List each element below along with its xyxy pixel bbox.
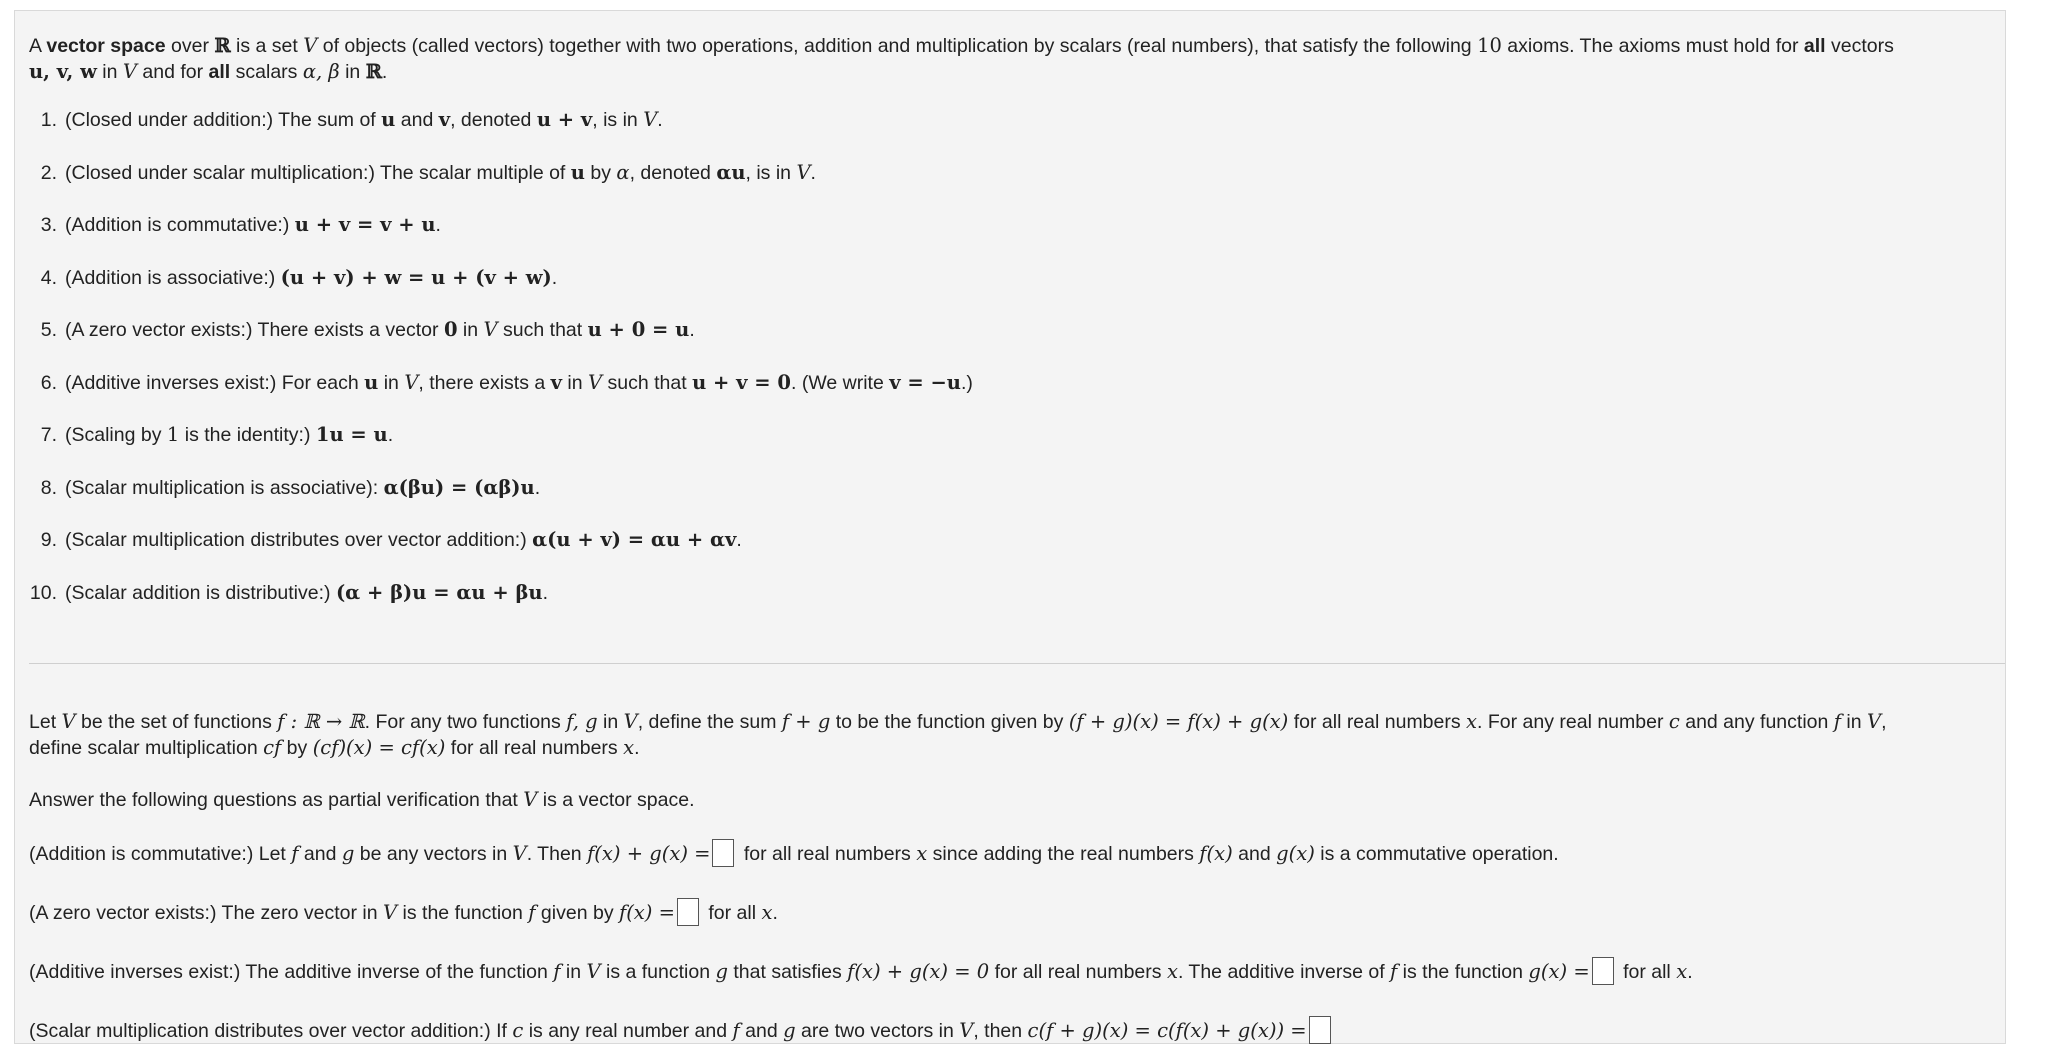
math: V <box>523 788 538 811</box>
axiom-number: 5. <box>40 319 57 341</box>
math: f(x) = <box>618 901 675 924</box>
math: g <box>783 1019 796 1042</box>
math: u + v = 0 <box>692 370 791 394</box>
text: be the set of functions <box>75 711 278 733</box>
text: of objects (called vectors) together with two operations, addition and multiplication by scalars (real numbers), that satisfy the following <box>317 35 1478 57</box>
math: (f + g)(x) = f(x) + g(x) <box>1068 710 1289 733</box>
exercise-section <box>29 709 1991 1044</box>
axiom-item <box>29 580 1991 633</box>
math: x <box>761 901 773 924</box>
text: (Scalar multiplication distributes over vector addition:) If <box>29 1020 513 1042</box>
text: is the function <box>397 902 529 924</box>
text: (Closed under scalar multiplication:) The scalar multiple of <box>65 161 571 184</box>
math: g <box>715 960 728 983</box>
text: . <box>551 266 558 289</box>
math: c <box>1668 710 1680 733</box>
text: and <box>395 109 439 131</box>
text: A <box>29 35 47 57</box>
axiom-number: 8. <box>40 476 57 499</box>
question-additive-inverse <box>29 957 1991 985</box>
text: is a commutative operation. <box>1314 843 1559 865</box>
math: V <box>404 370 419 394</box>
text: . <box>634 737 640 759</box>
math: V <box>383 901 398 924</box>
text: (Addition is commutative:) <box>65 214 295 236</box>
math: 10 <box>1477 34 1502 57</box>
intro-paragraph <box>29 33 1991 85</box>
text: (Scalar multiplication distributes over vector addition:) <box>65 529 533 551</box>
math: x <box>1166 960 1178 983</box>
text: (Scaling by <box>65 424 167 446</box>
emphasis: all <box>208 61 231 83</box>
text: . <box>810 161 816 184</box>
math: u <box>570 160 585 184</box>
math: u + v <box>536 108 593 131</box>
text: and <box>298 843 342 865</box>
math: c <box>512 1019 524 1042</box>
math: (cf)(x) = cf(x) <box>312 736 446 759</box>
math: V <box>959 1019 974 1042</box>
text: , is in <box>592 109 644 131</box>
answer-box-commutative[interactable] <box>712 839 734 867</box>
text: (A zero vector exists:) There exists a vector <box>65 319 444 341</box>
axiom-number: 6. <box>40 371 57 394</box>
text: . <box>387 424 394 446</box>
math: f <box>1390 960 1398 983</box>
text: . Then <box>526 843 588 865</box>
math: u, v, w <box>29 60 97 83</box>
text: is any real number and <box>523 1020 733 1042</box>
math: V <box>1867 710 1882 733</box>
text: . <box>772 902 778 924</box>
text: .) <box>960 371 973 394</box>
axiom-item <box>29 422 1991 475</box>
math: α, β <box>302 60 340 83</box>
axiom-item <box>29 212 1991 265</box>
text: in <box>561 371 588 394</box>
math: (u + v) + w = u + (v + w) <box>280 265 552 289</box>
math: u + 0 = u <box>587 318 690 341</box>
text: in <box>560 961 587 983</box>
math: V <box>643 108 658 131</box>
math: x <box>1676 960 1688 983</box>
math: x <box>916 842 928 865</box>
text: for all real numbers <box>445 737 624 759</box>
math: V <box>483 318 498 341</box>
text: . <box>542 581 549 604</box>
text: in <box>378 371 405 394</box>
answer-box-additive-inverse[interactable] <box>1592 957 1614 985</box>
math: 1u = u <box>315 423 388 446</box>
text: is a function <box>600 961 716 983</box>
text: over <box>165 35 215 57</box>
math: f + g <box>781 710 831 733</box>
text: . <box>736 529 742 551</box>
text: . For any real number <box>1477 711 1669 733</box>
section-divider <box>29 663 2005 664</box>
text: . <box>1687 961 1693 983</box>
math: f <box>1833 710 1841 733</box>
text: in <box>457 319 484 341</box>
math: V <box>588 370 603 394</box>
axiom-number: 3. <box>40 214 57 236</box>
math: αu <box>716 160 746 184</box>
text: (Scalar addition is distributive:) <box>65 581 336 604</box>
axiom-item <box>29 370 1991 423</box>
text: (Scalar multiplication is associative): <box>65 476 384 499</box>
text: . For any two functions <box>364 711 567 733</box>
math: ℝ <box>214 34 231 57</box>
text: be any vectors in <box>354 843 513 865</box>
text: since adding the real numbers <box>927 843 1200 865</box>
math: (α + β)u = αu + βu <box>335 580 543 604</box>
math: f <box>528 901 536 924</box>
axiom-item <box>29 107 1991 160</box>
text: . <box>381 61 388 83</box>
axiom-item <box>29 317 1991 370</box>
text: scalars <box>230 61 303 83</box>
math: v <box>550 370 562 394</box>
math: cf <box>263 736 282 759</box>
text: and <box>1232 843 1277 865</box>
definition-paragraph <box>29 709 1991 761</box>
text: , then <box>973 1020 1028 1042</box>
vector-space-term: vector space <box>46 35 166 57</box>
text: by <box>281 737 313 759</box>
text: Answer the following questions as partial verification that <box>29 789 524 811</box>
axiom-number: 9. <box>40 529 57 551</box>
text: is a set <box>230 35 304 57</box>
text: (Additive inverses exist:) The additive inverse of the function <box>29 961 554 983</box>
text: , denoted <box>450 109 537 131</box>
math: u <box>381 108 396 131</box>
math: V <box>122 60 137 83</box>
text: , define the sum <box>637 711 782 733</box>
answer-box-zero-vector[interactable] <box>677 898 699 926</box>
text: in <box>96 61 123 83</box>
math: f, g <box>566 710 598 733</box>
text: is the function <box>1397 961 1529 983</box>
question-zero-vector <box>29 898 1991 926</box>
text: in <box>339 61 366 83</box>
math: ℝ <box>365 60 382 83</box>
math: v = −u <box>889 370 961 394</box>
text: given by <box>535 902 619 924</box>
text: define scalar multiplication <box>29 737 264 759</box>
axiom-number: 10. <box>29 581 57 604</box>
text: and any function <box>1679 711 1834 733</box>
text: for all real numbers <box>1288 711 1467 733</box>
math: x <box>1466 710 1478 733</box>
text: such that <box>497 319 588 341</box>
text: for all <box>702 902 762 924</box>
axiom-number: 1. <box>40 109 57 131</box>
math: g(x) <box>1276 842 1315 865</box>
text: . <box>435 214 441 236</box>
math: V <box>586 960 601 983</box>
text: . (We write <box>790 371 890 394</box>
math: 0 <box>443 318 458 341</box>
math: g(x) = <box>1528 960 1590 983</box>
text: for all real numbers <box>738 843 917 865</box>
math: 1 <box>166 423 180 446</box>
text: Let <box>29 711 62 733</box>
text: and for <box>136 61 209 83</box>
math: f <box>553 960 561 983</box>
axiom-list <box>29 107 1991 632</box>
math: f(x) <box>1199 842 1233 865</box>
math: u <box>364 370 379 394</box>
instruction-paragraph <box>29 787 1991 813</box>
math: α <box>616 160 630 184</box>
text: , there exists a <box>418 371 551 394</box>
text: . <box>689 319 695 341</box>
text: (Additive inverses exist:) For each <box>65 371 365 394</box>
axiom-number: 4. <box>40 266 57 289</box>
text: in <box>597 711 624 733</box>
math: V <box>796 160 811 184</box>
text: (Addition is associative:) <box>65 266 281 289</box>
text: axioms. The axioms must hold for <box>1501 35 1804 57</box>
text: for all <box>1617 961 1677 983</box>
math: f(x) + g(x) = <box>587 842 711 865</box>
text: vectors <box>1825 35 1894 57</box>
math: V <box>623 710 638 733</box>
math: f(x) + g(x) = 0 <box>847 960 990 983</box>
text: , is in <box>745 161 797 184</box>
text: , <box>1881 711 1887 733</box>
math: α(βu) = (αβ)u <box>383 475 535 499</box>
math: v <box>438 108 451 131</box>
axiom-item <box>29 475 1991 528</box>
text: . <box>657 109 663 131</box>
math: g <box>341 842 355 865</box>
text: by <box>584 161 617 184</box>
math: V <box>303 34 318 57</box>
text: . The additive inverse of <box>1177 961 1391 983</box>
emphasis: all <box>1803 35 1826 57</box>
text: to be the function given by <box>830 711 1069 733</box>
text: for all real numbers <box>989 961 1167 983</box>
text: is the identity:) <box>179 424 316 446</box>
math: c(f + g)(x) = c(f(x) + g(x)) = <box>1027 1019 1307 1042</box>
axiom-number: 2. <box>40 161 57 184</box>
axiom-item <box>29 160 1991 213</box>
math: α(u + v) = αu + αv <box>532 528 737 551</box>
text: . <box>534 476 541 499</box>
math: V <box>512 842 527 865</box>
text: , denoted <box>629 161 717 184</box>
math: V <box>61 710 76 733</box>
text: (Addition is commutative:) Let <box>29 843 292 865</box>
question-commutative <box>29 839 1991 867</box>
math: u + v = v + u <box>294 213 436 236</box>
problem-panel <box>14 10 2006 1044</box>
axiom-item <box>29 527 1991 580</box>
text: is a vector space. <box>537 789 695 811</box>
text: in <box>1840 711 1867 733</box>
text: that satisfies <box>727 961 848 983</box>
text: and <box>739 1020 784 1042</box>
axiom-item <box>29 265 1991 318</box>
text: (Closed under addition:) The sum of <box>65 109 382 131</box>
text: (A zero vector exists:) The zero vector in <box>29 902 384 924</box>
text: such that <box>602 371 693 394</box>
math: f <box>291 842 299 865</box>
text: are two vectors in <box>795 1020 960 1042</box>
answer-box-distributive[interactable] <box>1309 1016 1331 1044</box>
math: f : ℝ → ℝ <box>277 710 365 733</box>
axiom-number: 7. <box>40 424 57 446</box>
question-distributive <box>29 1016 1991 1044</box>
math: x <box>623 736 635 759</box>
math: f <box>732 1019 740 1042</box>
